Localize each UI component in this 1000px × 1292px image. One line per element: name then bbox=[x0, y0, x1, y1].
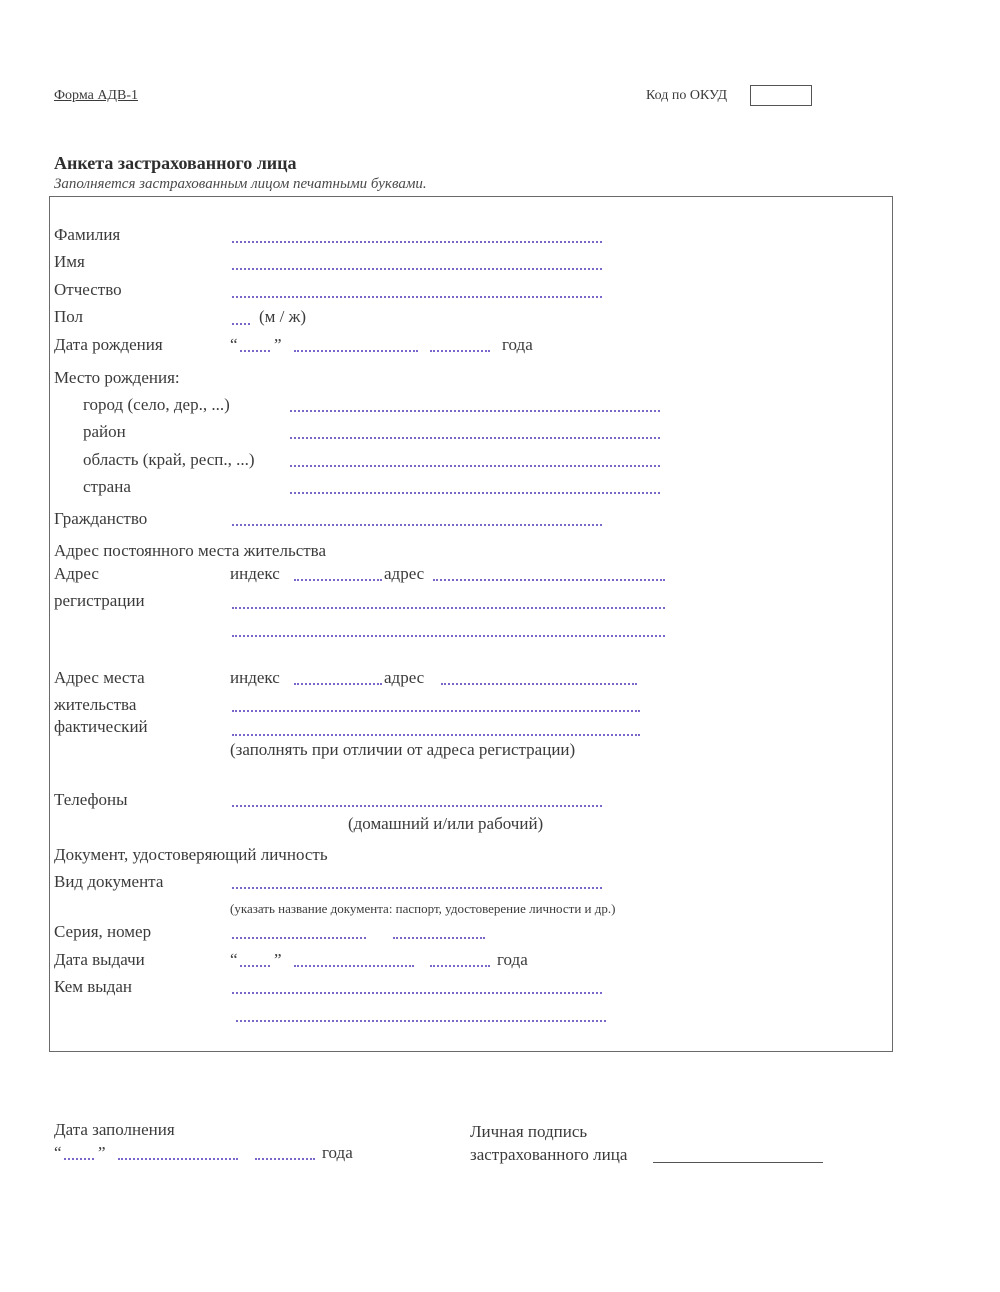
okud-input[interactable] bbox=[750, 85, 812, 106]
issue-date-label: Дата выдачи bbox=[54, 950, 145, 969]
actual-address-word: адрес bbox=[384, 668, 425, 687]
reg-address-word: адрес bbox=[384, 564, 425, 583]
issued-by-label: Кем выдан bbox=[54, 977, 132, 996]
issued-by-field-2[interactable] bbox=[236, 1014, 606, 1022]
actual-address-field-2[interactable] bbox=[232, 704, 640, 712]
birth-year-word: года bbox=[502, 335, 533, 354]
name-label: Имя bbox=[54, 252, 85, 271]
number-field[interactable] bbox=[393, 931, 485, 939]
fill-year-word: года bbox=[322, 1143, 353, 1162]
actual-address-label-2: жительства bbox=[54, 695, 137, 714]
city-field[interactable] bbox=[290, 404, 660, 412]
reg-address-field-1[interactable] bbox=[433, 573, 665, 581]
patronymic-label: Отчество bbox=[54, 280, 122, 299]
id-doc-title: Документ, удостоверяющий личность bbox=[54, 845, 328, 864]
issue-day-quote-open: “ bbox=[230, 950, 238, 969]
district-field[interactable] bbox=[290, 431, 660, 439]
birth-place-label: Место рождения: bbox=[54, 368, 180, 387]
birth-month-field[interactable] bbox=[294, 344, 418, 352]
phones-note: (домашний и/или рабочий) bbox=[348, 814, 544, 833]
issued-by-field-1[interactable] bbox=[232, 986, 602, 994]
actual-index-field[interactable] bbox=[294, 677, 382, 685]
phones-field[interactable] bbox=[232, 799, 602, 807]
fill-year-field[interactable] bbox=[255, 1152, 315, 1160]
fill-day-quote-open: “ bbox=[54, 1143, 62, 1162]
birth-day-quote-close: ” bbox=[274, 335, 282, 354]
actual-address-label-3: фактический bbox=[54, 717, 148, 736]
permanent-address-title: Адрес постоянного места жительства bbox=[54, 541, 327, 560]
fill-day-field[interactable] bbox=[64, 1152, 94, 1160]
birth-year-field[interactable] bbox=[430, 344, 490, 352]
citizenship-label: Гражданство bbox=[54, 509, 148, 528]
form-frame bbox=[49, 196, 893, 1052]
region-label: область (край, респ., ...) bbox=[83, 450, 255, 469]
form-code: Форма АДВ-1 bbox=[54, 88, 138, 103]
reg-address-label-2: регистрации bbox=[54, 591, 145, 610]
signature-label-1: Личная подпись bbox=[470, 1122, 588, 1141]
district-label: район bbox=[83, 422, 126, 441]
series-field[interactable] bbox=[232, 931, 366, 939]
actual-address-label-1: Адрес места bbox=[54, 668, 145, 687]
form-subtitle: Заполняется застрахованным лицом печатными буквами. bbox=[54, 176, 427, 192]
doc-type-note: (указать название документа: паспорт, удостоверение личности и др.) bbox=[230, 901, 616, 916]
signature-label-2: застрахованного лица bbox=[470, 1145, 628, 1164]
issue-year-field[interactable] bbox=[430, 959, 490, 967]
birth-date-label: Дата рождения bbox=[54, 335, 163, 354]
patronymic-field[interactable] bbox=[232, 290, 602, 298]
issue-year-word: года bbox=[497, 950, 528, 969]
okud-label: Код по ОКУД bbox=[646, 88, 728, 103]
issue-day-field[interactable] bbox=[240, 959, 270, 967]
series-number-label: Серия, номер bbox=[54, 922, 152, 941]
actual-address-field-3[interactable] bbox=[232, 728, 640, 736]
region-field[interactable] bbox=[290, 459, 660, 467]
surname-field[interactable] bbox=[232, 235, 602, 243]
actual-address-note: (заполнять при отличии от адреса регистрации) bbox=[230, 740, 576, 759]
reg-index-label: индекс bbox=[230, 564, 280, 583]
fill-day-quote-close: ” bbox=[98, 1143, 106, 1162]
name-field[interactable] bbox=[232, 262, 602, 270]
signature-field[interactable] bbox=[653, 1162, 823, 1163]
fill-month-field[interactable] bbox=[118, 1152, 238, 1160]
surname-label: Фамилия bbox=[54, 225, 121, 244]
birth-day-field[interactable] bbox=[240, 344, 270, 352]
actual-address-field-1[interactable] bbox=[441, 677, 637, 685]
issue-month-field[interactable] bbox=[294, 959, 414, 967]
doc-type-label: Вид документа bbox=[54, 872, 164, 891]
doc-type-field[interactable] bbox=[232, 881, 602, 889]
birth-day-quote-open: “ bbox=[230, 335, 238, 354]
reg-address-label-1: Адрес bbox=[54, 564, 99, 583]
citizenship-field[interactable] bbox=[232, 518, 602, 526]
phones-label: Телефоны bbox=[54, 790, 128, 809]
sex-hint: (м / ж) bbox=[259, 307, 307, 326]
fill-date-label: Дата заполнения bbox=[54, 1120, 175, 1139]
form-title: Анкета застрахованного лица bbox=[54, 153, 297, 173]
issue-day-quote-close: ” bbox=[274, 950, 282, 969]
city-label: город (село, дер., ...) bbox=[83, 395, 230, 414]
reg-address-field-3[interactable] bbox=[232, 629, 665, 637]
country-label: страна bbox=[83, 477, 131, 496]
sex-field[interactable] bbox=[232, 317, 250, 325]
actual-index-label: индекс bbox=[230, 668, 280, 687]
reg-index-field[interactable] bbox=[294, 573, 382, 581]
country-field[interactable] bbox=[290, 486, 660, 494]
reg-address-field-2[interactable] bbox=[232, 601, 665, 609]
sex-label: Пол bbox=[54, 307, 84, 326]
